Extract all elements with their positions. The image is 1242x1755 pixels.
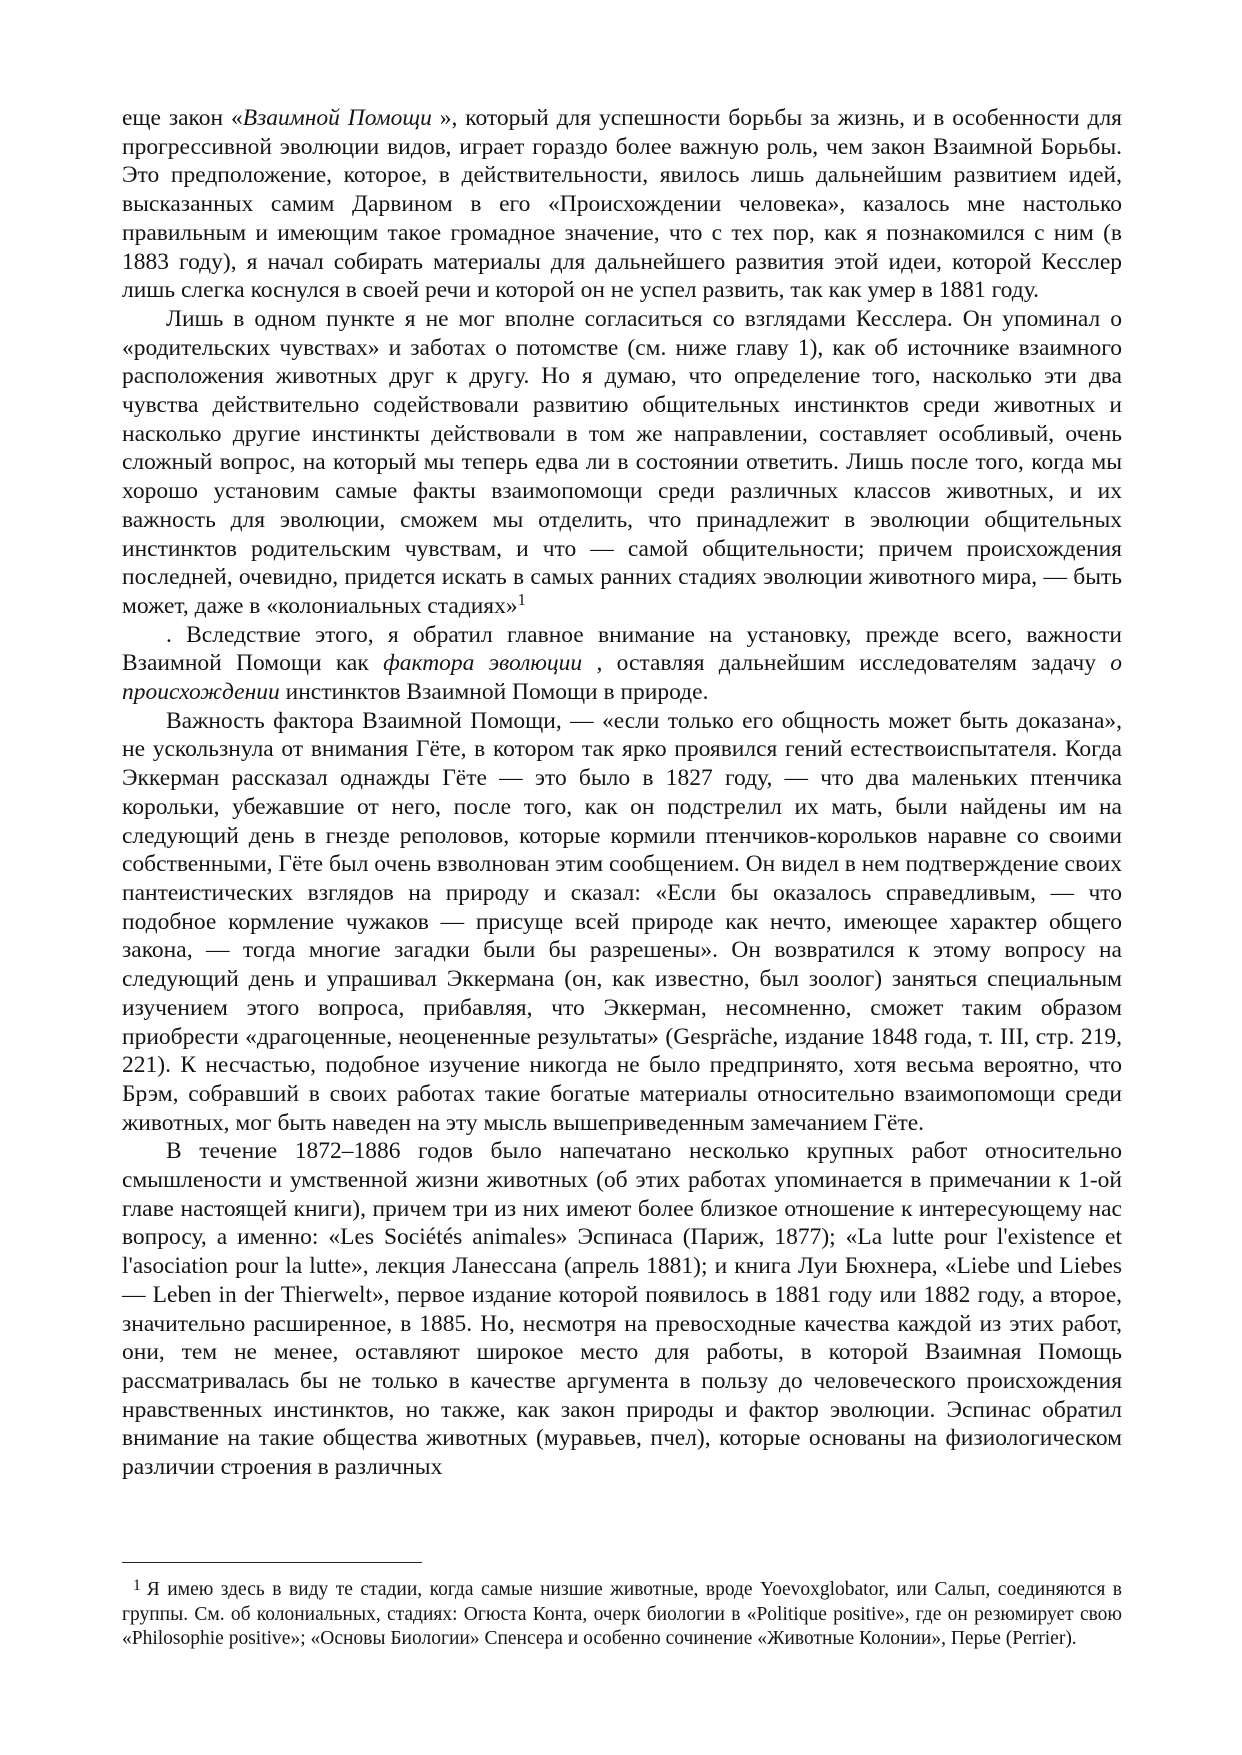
paragraph-2-text: Лишь в одном пункте я не мог вполне согласиться со взглядами Кесслера. Он упоминал о «родительских чувствах» и заботах о потомстве (см. ниже главу 1), как об источнике взаимного расположения животных друг к другу. Но я думаю, что определение того, насколько эти два чувства действительно содействовали развитию общительных инстинктов среди животных и насколько другие инстинкты действовали в том же направлении, составляет особливый, очень сложный вопрос, на который мы теперь едва ли в состоянии ответить. Лишь после того, когда мы хорошо установим самые факты взаимопомощи среди различных классов животных, и их важность для эволюции, сможем мы отделить, что принадлежит в эволюции общительных инстинктов родительским чувствам, и что — самой общительности; причем происхождения последней, очевидно, придется искать в самых ранних стадиях эволюции животного мира, — быть может, даже в «колониальных стадиях» <box>122 305 1122 619</box>
paragraph-1 <box>122 104 1122 305</box>
paragraph-1-italic: Взаимной Помощи <box>242 105 432 131</box>
page-body <box>122 104 1122 1482</box>
paragraph-5-text: В течение 1872–1886 годов было напечатано несколько крупных работ относительно смышлености и умственной жизни животных (об этих работах упоминается в примечании к 1-ой главе настоящей книги), причем три из них имеют более близкое отношение к интересующему нас вопросу, а именно: «Les Sociétés animales» Эспинаса (Париж, 1877); «La lutte pour l'existence et l'asociation pour la lutte», лекция Ланессана (апрель 1881); и книга Луи Бюхнера, «Liebe und Liebes — Leben in der Thierwelt», первое издание которой появилось в 1881 году или 1882 году, а второе, значительно расширенное, в 1885. Но, несмотря на превосходные качества каждой из этих работ, они, тем не менее, оставляют широкое место для работы, в которой Взаимная Помощь рассматривалась бы не только в качестве аргумента в пользу до человеческого происхождения нравственных инстинктов, но также, как закон природы и фактор эволюции. Эспинас обратил внимание на такие общества животных (муравьев, пчел), которые основаны на физиологическом различии строения в различных <box>122 1138 1122 1481</box>
paragraph-1-text-start: еще закон « <box>122 105 243 131</box>
paragraph-2 <box>122 305 1122 621</box>
paragraph-4-text: Важность фактора Взаимной Помощи, — «если только его общность может быть доказана», не ускользнула от внимания Гёте, в котором так ярко проявился гений естествоиспытателя. Когда Эккерман рассказал однажды Гёте — это было в 1827 году, — что два маленьких птенчика корольки, убежавшие от него, после того, как он подстрелил их мать, были найдены им на следующий день в гнезде реполовов, которые кормили птенчиков-корольков наравне со своими собственными, Гёте был очень взволнован этим сообщением. Он видел в нем подтверждение своих пантеистических взглядов на природу и сказал: «Если бы оказалось справедливым, — что подобное кормление чужаков — присуще всей природе как нечто, имеющее характер общего закона, — тогда многие загадки были бы разрешены». Он возвратился к этому вопросу на следующий день и упрашивал Эккермана (он, как известно, был зоолог) заняться специальным изучением этого вопроса, прибавляя, что Эккерман, несомненно, сможет таким образом приобрести «драгоценные, неоцененные результаты» (Gespräche, издание 1848 года, т. III, стр. 219, 221). К несчастью, подобное изучение никогда не было предпринято, хотя весьма вероятно, что Брэм, собравший в своих работах такие богатые материалы относительно взаимопомощи среди животных, мог быть наведен на эту мысль вышеприведенным замечанием Гёте. <box>122 707 1122 1136</box>
paragraph-3 <box>122 621 1122 707</box>
footnote-marker: 1 <box>133 1577 141 1594</box>
footnote-reference[interactable]: 1 <box>517 589 526 609</box>
paragraph-3-italic-2: о происхождении <box>122 650 1123 706</box>
paragraph-3-italic-1: фактора эволюции <box>383 650 583 677</box>
paragraph-3-text-end: инстинктов Взаимной Помощи в природе. <box>279 679 709 706</box>
paragraph-3-text-start: . Вследствие этого, я обратил главное внимание на установку, прежде всего, важности Взаимной Помощи как <box>122 621 1122 677</box>
paragraph-3-text-mid: , оставляя дальнейшим исследователям задачу <box>582 650 1111 677</box>
paragraph-4 <box>122 707 1122 1138</box>
paragraph-1-text-end: », который для успешности борьбы за жизнь, и в особенности для прогрессивной эволюции видов, играет гораздо более важную роль, чем закон Взаимной Борьбы. Это предположение, которое, в действительности, явилось лишь дальнейшим развитием идей, высказанных самим Дарвином в его «Происхождении человека», казалось мне настолько правильным и имеющим такое громадное значение, что с тех пор, как я познакомился с ним (в 1883 году), я начал собирать материалы для дальнейшего развития этой идеи, которой Кесслер лишь слегка коснулся в своей речи и которой он не успел развить, так как умер в 1881 году. <box>122 105 1122 304</box>
paragraph-5 <box>122 1137 1122 1481</box>
footnote-divider <box>122 1562 422 1563</box>
footnote <box>122 1578 1122 1652</box>
footnote-text: Я имею здесь в виду те стадии, когда самые низшие животные, вроде Yoevoxglobator, или Сальп, соединяются в группы. См. об колониальных, стадиях: Огюста Конта, очерк биологии в «Politique positive», где он резюмирует свою «Philosophie positive»; «Основы Биологии» Спенсера и особенно сочинение «Животные Колонии», Перье (Perrier). <box>122 1579 1122 1649</box>
